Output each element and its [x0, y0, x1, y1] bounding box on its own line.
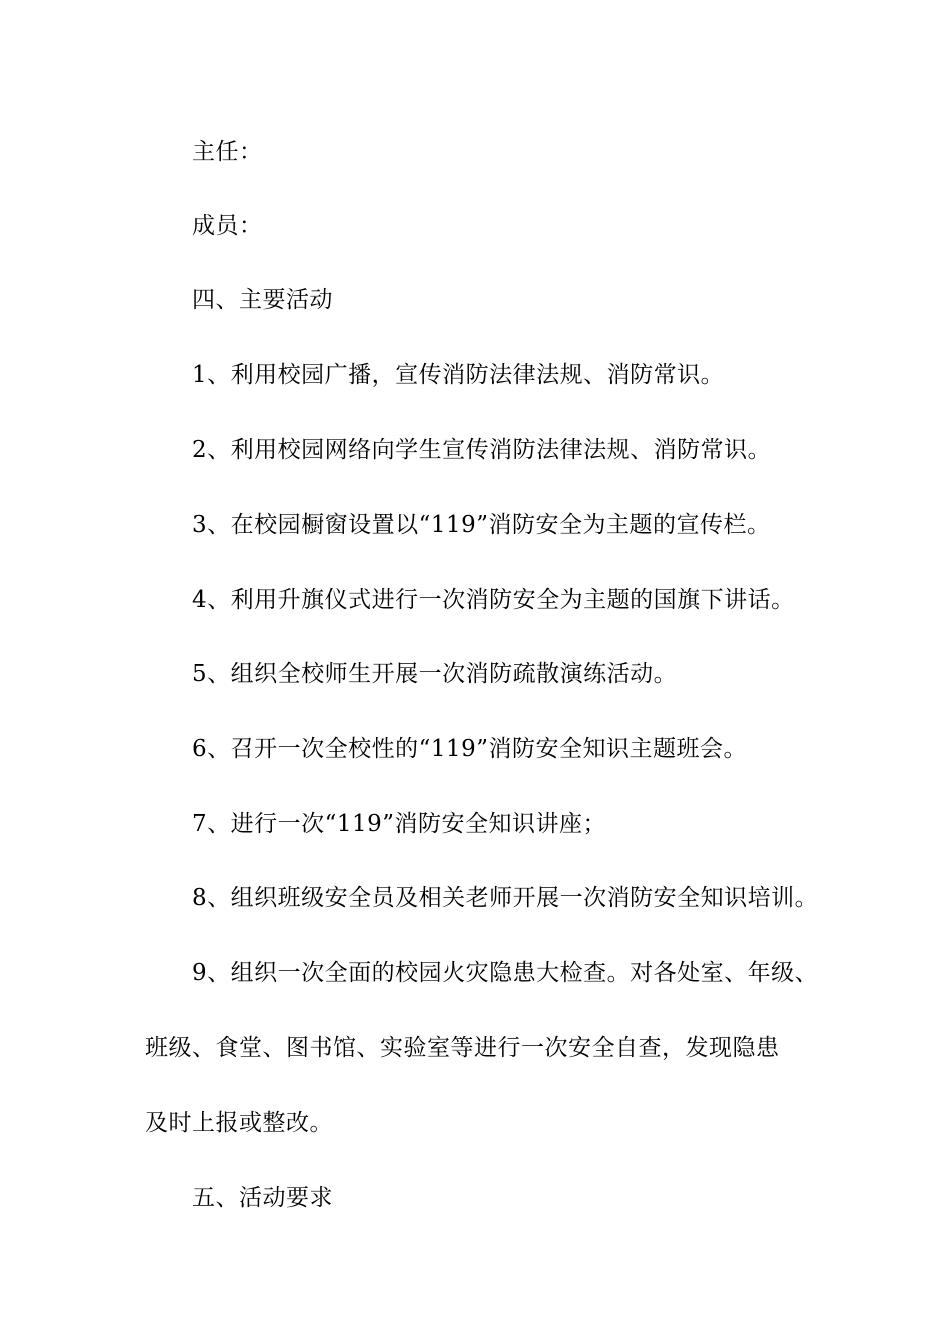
activity-item-7: 7、进行一次“119”消防安全知识讲座；	[192, 811, 607, 837]
section-heading-activity-requirements: 五、活动要求	[192, 1185, 333, 1211]
activity-item-6: 6、召开一次全校性的“119”消防安全知识主题班会。	[192, 736, 748, 762]
director-label: 主任：	[192, 139, 263, 165]
activity-item-4: 4、利用升旗仪式进行一次消防安全为主题的国旗下讲话。	[192, 587, 795, 613]
activity-item-9-line-3: 及时上报或整改。	[145, 1110, 333, 1136]
activity-item-9-line-2: 班级、食堂、图书馆、实验室等进行一次安全自查，发现隐患	[145, 1035, 780, 1061]
activity-item-3: 3、在校园橱窗设置以“119”消防安全为主题的宣传栏。	[192, 512, 771, 538]
members-label: 成员：	[192, 213, 263, 239]
activity-item-9-line-1: 9、组织一次全面的校园火灾隐患大检查。对各处室、年级、	[192, 960, 819, 986]
activity-item-1: 1、利用校园广播，宣传消防法律法规、消防常识。	[192, 362, 725, 388]
activity-item-8: 8、组织班级安全员及相关老师开展一次消防安全知识培训。	[192, 885, 819, 911]
activity-item-2: 2、利用校园网络向学生宣传消防法律法规、消防常识。	[192, 437, 772, 463]
section-heading-main-activities: 四、主要活动	[192, 287, 333, 313]
activity-item-5: 5、组织全校师生开展一次消防疏散演练活动。	[192, 661, 678, 687]
